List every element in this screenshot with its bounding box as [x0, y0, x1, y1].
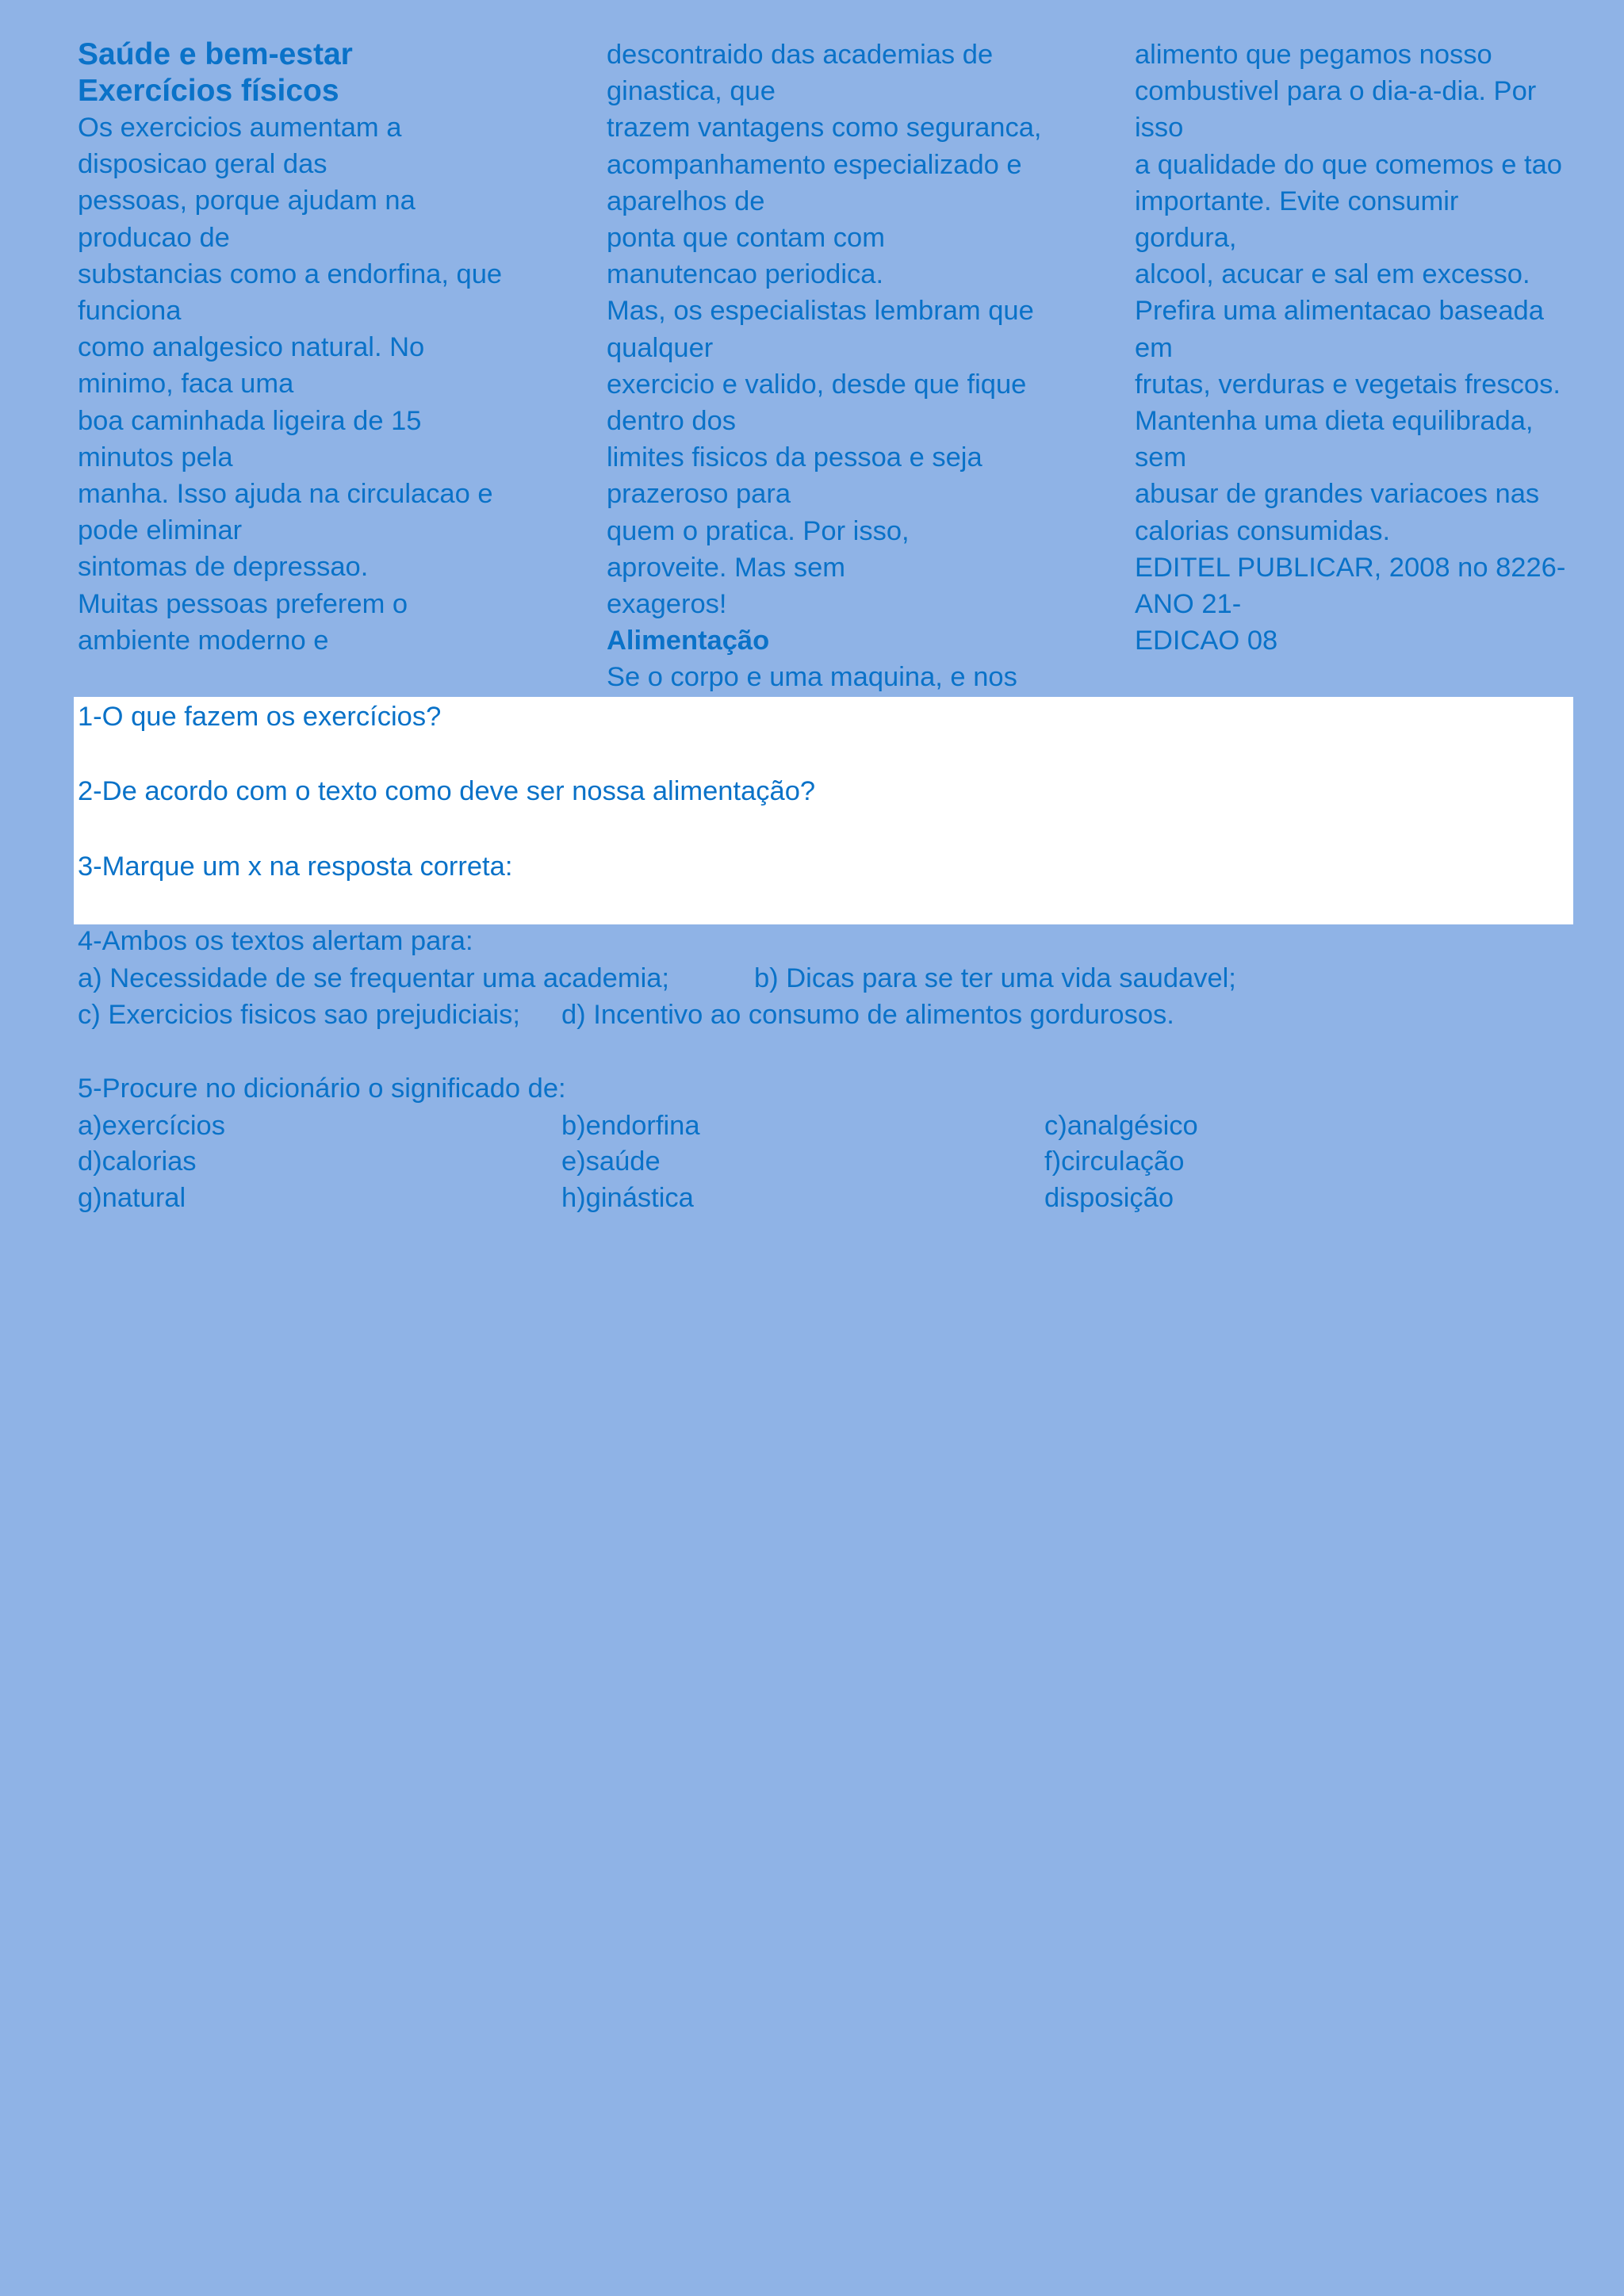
article-text-line: importante. Evite consumir — [1135, 186, 1459, 216]
question-4-option-b: b) Dicas para se ter uma vida saudavel; — [754, 963, 1236, 993]
question-5-word: d)calorias — [78, 1146, 197, 1177]
article-text-line: calorias consumidas. — [1135, 515, 1391, 546]
question-5-word: a)exercícios — [78, 1111, 225, 1141]
article-text-line: prazeroso para — [607, 479, 791, 510]
question-4: 4-Ambos os textos alertam para: — [78, 926, 473, 956]
article-text-line: sem — [1135, 442, 1187, 473]
article-text-line: Mantenha uma dieta equilibrada, — [1135, 406, 1534, 437]
article-text-line: EDITEL PUBLICAR, 2008 no 8226- — [1135, 552, 1566, 583]
article-text-line: boa caminhada ligeira de 15 — [78, 405, 422, 436]
question-4-option-a: a) Necessidade de se frequentar uma academia; — [78, 963, 670, 993]
article-text-line: funciona — [78, 296, 182, 327]
article-title: Saúde e bem-estar — [78, 37, 353, 71]
article-text-line: trazem vantagens como seguranca, — [607, 113, 1042, 144]
article-text-line: acompanhamento especializado e — [607, 149, 1022, 180]
article-text-line: producao de — [78, 222, 230, 253]
question-3: 3-Marque um x na resposta correta: — [78, 851, 513, 882]
article-text-line: limites fisicos da pessoa e seja — [607, 442, 982, 473]
article-text-line: descontraido das academias de — [607, 40, 994, 70]
article-text-line: dentro dos — [607, 406, 737, 437]
section-heading-alimentacao: Alimentação — [607, 626, 770, 656]
question-4-option-c: c) Exercicios fisicos sao prejudiciais; — [78, 1000, 520, 1030]
article-text-line: minutos pela — [78, 442, 233, 473]
article-column-1-body — [78, 109, 522, 659]
question-5: 5-Procure no dicionário o significado de: — [78, 1073, 566, 1104]
article-column-3-body — [1135, 36, 1579, 659]
question-5-word: h)ginástica — [561, 1183, 694, 1213]
article-text-line: ambiente moderno e — [78, 625, 329, 656]
question-5-word: disposição — [1044, 1183, 1174, 1213]
article-text-line: exercicio e valido, desde que fique — [607, 369, 1027, 400]
article-text-line: pessoas, porque ajudam na — [78, 186, 416, 216]
article-text-line: minimo, faca uma — [78, 369, 294, 400]
article-column-1 — [78, 36, 522, 659]
article-column-2-body — [607, 36, 1051, 622]
article-text-line: manutencao periodica. — [607, 259, 884, 290]
question-5-word: e)saúde — [561, 1146, 661, 1177]
article-text-line: quem o pratica. Por isso, — [607, 515, 910, 546]
article-text-line: Muitas pessoas preferem o — [78, 588, 408, 619]
article-text-line: pode eliminar — [78, 515, 243, 546]
article-text-line: gordura, — [1135, 223, 1237, 254]
question-2: 2-De acordo com o texto como deve ser nossa alimentação? — [78, 776, 816, 806]
article-text-line: abusar de grandes variacoes nas — [1135, 479, 1540, 510]
article-text-line: ANO 21- — [1135, 589, 1242, 620]
article-text-line: como analgesico natural. No — [78, 332, 425, 363]
article-text-line: aproveite. Mas sem — [607, 552, 846, 583]
question-5-word: f)circulação — [1044, 1146, 1185, 1177]
article-text-line: sintomas de depressao. — [78, 552, 369, 583]
question-4-option-d: d) Incentivo ao consumo de alimentos gordurosos. — [561, 1000, 1174, 1030]
article-text-line: isso — [1135, 113, 1184, 144]
question-5-word: c)analgésico — [1044, 1111, 1198, 1141]
article-text-line: ponta que contam com — [607, 223, 885, 254]
article-column-3 — [1135, 36, 1579, 659]
article-text-line: em — [1135, 332, 1173, 363]
article-text-line: Os exercicios aumentam a — [78, 113, 402, 143]
article-text-line: alimento que pegamos nosso — [1135, 40, 1492, 70]
article-text-line: EDICAO 08 — [1135, 626, 1278, 656]
question-5-word: b)endorfina — [561, 1111, 700, 1141]
article-text-line: alcool, acucar e sal em excesso. — [1135, 259, 1530, 290]
article-text-line: disposicao geral das — [78, 149, 327, 180]
article-text-line: aparelhos de — [607, 186, 765, 216]
article-text-line: Se o corpo e uma maquina, e nos — [607, 662, 1017, 693]
article-text-line: combustivel para o dia-a-dia. Por — [1135, 76, 1537, 107]
question-5-word: g)natural — [78, 1183, 186, 1213]
article-text-line: exageros! — [607, 589, 727, 620]
article-text-line: ginastica, que — [607, 76, 776, 107]
article-text-line: Prefira uma alimentacao baseada — [1135, 296, 1544, 327]
article-column-2 — [607, 36, 1051, 696]
article-text-line: a qualidade do que comemos e tao — [1135, 149, 1562, 180]
article-text-line: qualquer — [607, 332, 714, 363]
question-1: 1-O que fazem os exercícios? — [78, 702, 442, 732]
article-column-2-body-continued — [607, 659, 1051, 695]
article-text-line: substancias como a endorfina, que — [78, 258, 503, 289]
article-text-line: manha. Isso ajuda na circulacao e — [78, 479, 493, 510]
article-text-line: frutas, verduras e vegetais frescos. — [1135, 369, 1561, 400]
article-text-line: Mas, os especialistas lembram que — [607, 296, 1034, 327]
article-subtitle: Exercícios físicos — [78, 74, 339, 108]
